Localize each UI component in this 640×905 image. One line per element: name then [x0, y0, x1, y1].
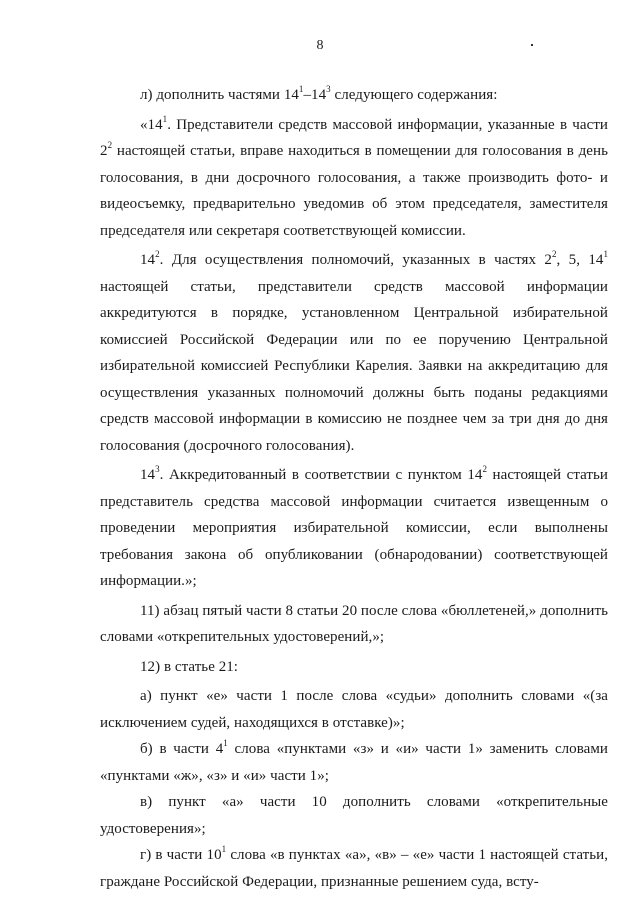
page-number: 8: [316, 38, 324, 53]
scan-dot-mark: [531, 44, 533, 46]
paragraph-item-12-b: б) в части $4^1$ слова «пунктами «з» и «и» части 1» заменить словами «пунктами «ж», «з» и «и» части 1»;: [100, 738, 608, 784]
paragraph-part-14-2: $14^2$. Для осуществления полномочий, указанных в частях $2^2$, 5, $14^1$ настоящей статьи, представители средств массовой информации аккредитуются в порядке, установленном Центральной избирательной комиссией Российской Федерации или по ее поручению Центральной избирательной комиссией Республики Карелия. Заявки на аккредитацию для осуществления указанных полномочий должны быть поданы редакциями средств массовой информации в комиссию не позднее чем за три дня до дня голосования (досрочного голосования).: [100, 249, 608, 454]
paragraph-part-14-1: «$14^1$. Представители средств массовой информации, указанные в части $2^2$ настоящей статьи, вправе находиться в помещении для голосования в день голосования, в дни досрочного голосования, а также производить фото- и видеосъемку, предварительно уведомив об этом председателя, заместителя председателя или секретаря соответствующей комиссии.: [100, 113, 608, 239]
document-body: [100, 82, 608, 895]
paragraph-item-12-v: в) пункт «а» части 10 дополнить словами «открепительные удостоверения»;: [100, 794, 608, 837]
paragraph-item-12: 12) в статье 21:: [140, 658, 239, 675]
paragraph-l: л) дополнить частями $14^1-14^3$ следующего содержания:: [140, 84, 498, 103]
paragraph-item-12-g: г) в части $10^1$ слова «в пунктах «а», «в» – «е» части 1 настоящей статьи, граждане Российской Федерации, признанные решением суда, всту-: [100, 844, 609, 890]
paragraph-item-12-a: а) пункт «е» части 1 после слова «судьи» дополнить словами «(за исключением судей, находящихся в отставке)»;: [100, 688, 608, 731]
paragraph-part-14-3: $14^3$. Аккредитованный в соответствии с пунктом $14^2$ настоящей статьи представитель средства массовой информации считается извещенным о проведении мероприятия избирательной комиссии, если выполнены требования закона об опубликовании (обнародовании) соответствующей информации.»;: [100, 464, 608, 589]
paragraph-item-11: 11) абзац пятый части 8 статьи 20 после слова «бюллетеней,» дополнить словами «открепительных удостоверений,»;: [100, 602, 608, 645]
